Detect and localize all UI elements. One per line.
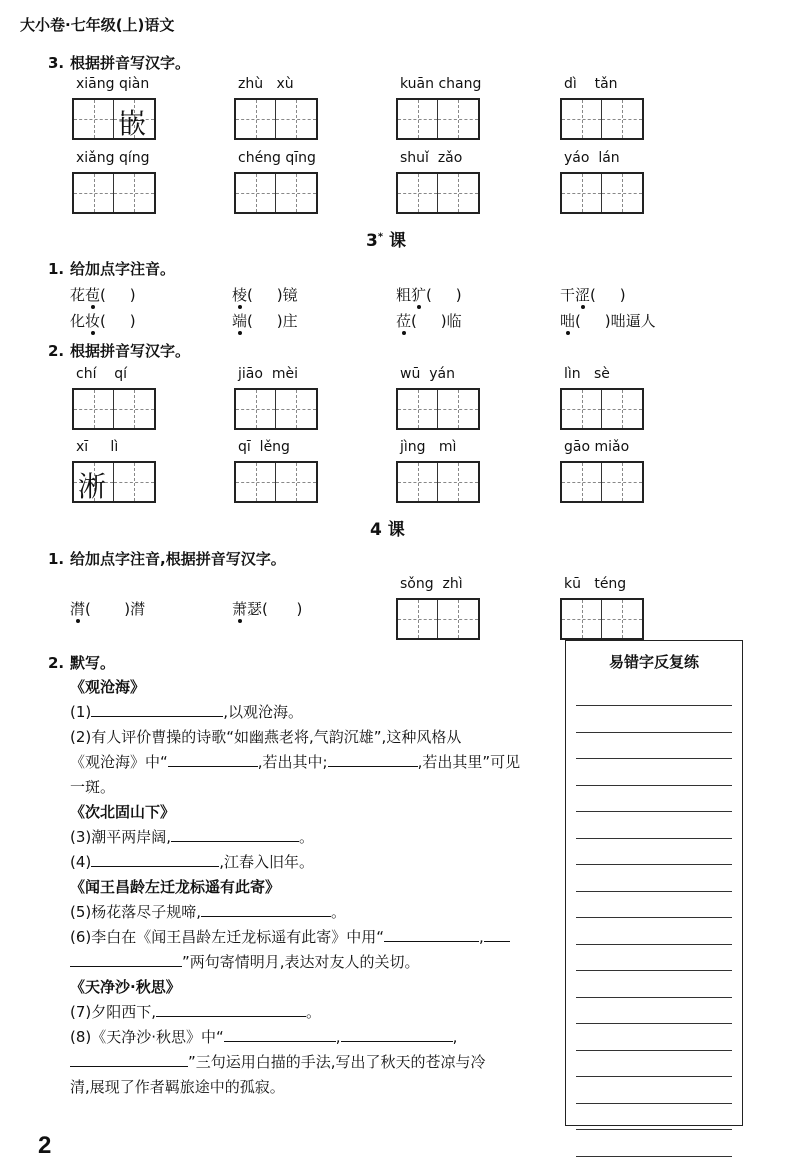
grid-cell[interactable] [398, 390, 438, 428]
pinyin-label: sǒng zhì [400, 576, 463, 592]
grid-cell[interactable] [74, 463, 114, 501]
zhuyin-item: 干涩( ) [560, 286, 626, 304]
pinyin-label: chí qí [76, 366, 128, 382]
grid-cell[interactable] [602, 390, 642, 428]
dotted-char: 涩 [575, 286, 591, 304]
zhuyin-item: 潸( )潸 [70, 600, 146, 618]
pinyin-label: wū yán [400, 366, 455, 382]
writing-grid[interactable] [72, 98, 156, 140]
practice-line[interactable] [576, 838, 732, 839]
pinyin-label: chéng qīng [238, 150, 316, 166]
writing-grid[interactable] [560, 461, 644, 503]
question-text: 给加点字注音,根据拼音写汉字。 [70, 550, 286, 568]
practice-line[interactable] [576, 1050, 732, 1051]
zhuyin-item: 端( )庄 [232, 312, 298, 330]
answer-bracket[interactable]: ( ) [247, 286, 283, 304]
dictation-line: 清,展现了作者羁旅途中的孤寂。 [70, 1078, 285, 1096]
dictation-line: ”两句寄情明月,表达对友人的关切。 [70, 950, 570, 975]
zhuyin-item: 棱( )镜 [232, 286, 298, 304]
question-text: 给加点字注音。 [70, 260, 176, 278]
pinyin-label: xiāng qiàn [76, 76, 150, 92]
zhuyin-item: 花苞( ) [70, 286, 136, 304]
grid-cell[interactable] [562, 100, 602, 138]
grid-cell[interactable] [74, 390, 114, 428]
writing-grid[interactable] [396, 461, 480, 503]
page-number: 2 [38, 1132, 52, 1159]
grid-cell[interactable] [398, 174, 438, 212]
zhuyin-item: 化妆( ) [70, 312, 136, 330]
writing-grid[interactable] [560, 172, 644, 214]
answer-bracket[interactable]: ( ) [590, 286, 626, 304]
writing-grid[interactable] [396, 598, 480, 640]
dotted-char: 咄 [560, 312, 576, 330]
practice-line[interactable] [576, 1023, 732, 1024]
grid-cell[interactable] [438, 600, 478, 638]
dictation-line: (7)夕阳西下, 。 [70, 1000, 570, 1025]
grid-cell[interactable] [276, 390, 316, 428]
practice-box [565, 640, 743, 1126]
pinyin-label: jiāo mèi [238, 366, 298, 382]
writing-grid[interactable] [396, 388, 480, 430]
grid-cell[interactable] [276, 100, 316, 138]
grid-cell[interactable] [74, 174, 114, 212]
lesson-heading [370, 515, 405, 540]
answer-blank[interactable] [328, 750, 418, 767]
practice-line[interactable] [576, 1076, 732, 1077]
pinyin-label: xiǎng qíng [76, 150, 150, 166]
grid-cell[interactable] [114, 463, 154, 501]
practice-line[interactable] [576, 944, 732, 945]
answer-blank[interactable] [384, 925, 479, 942]
practice-line[interactable] [576, 917, 732, 918]
answer-bracket[interactable]: 瑟( ) [247, 600, 303, 618]
writing-grid[interactable] [234, 98, 318, 140]
pinyin-label: yáo lán [564, 150, 620, 166]
dotted-char: 犷 [411, 286, 427, 304]
question-title [48, 340, 190, 361]
practice-line[interactable] [576, 1156, 732, 1157]
zhuyin-item: 粗犷( ) [396, 286, 462, 304]
question-number: 1. [48, 550, 65, 568]
writing-grid[interactable] [560, 598, 644, 640]
dotted-char: 妆 [85, 312, 101, 330]
writing-grid[interactable] [396, 172, 480, 214]
answer-blank[interactable] [70, 1050, 188, 1067]
question-number: 2. [48, 654, 65, 672]
grid-cell[interactable] [562, 390, 602, 428]
answer-blank[interactable] [341, 1025, 453, 1042]
answer-bracket[interactable]: ( ) [411, 312, 447, 330]
answer-blank[interactable] [484, 925, 510, 942]
grid-cell[interactable] [398, 463, 438, 501]
pinyin-label: kū téng [564, 576, 627, 592]
grid-cell[interactable] [562, 174, 602, 212]
writing-grid[interactable] [560, 98, 644, 140]
poem-title: 《天净沙·秋思》 [70, 978, 181, 996]
dictation-line: (8)《天净沙·秋思》中“ , , [70, 1025, 570, 1050]
grid-cell[interactable] [398, 100, 438, 138]
lesson-label: 课 [387, 520, 405, 540]
question-number: 3. [48, 54, 65, 72]
grid-cell[interactable] [114, 100, 154, 138]
answer-blank[interactable] [171, 825, 299, 842]
practice-line[interactable] [576, 1129, 732, 1130]
practice-line[interactable] [576, 970, 732, 971]
answer-blank[interactable] [91, 700, 223, 717]
lesson-number: 4 [370, 520, 382, 540]
question-title [48, 548, 286, 569]
answer-blank[interactable] [201, 900, 331, 917]
practice-line[interactable] [576, 705, 732, 706]
answer-bracket[interactable]: ( ) [426, 286, 462, 304]
grid-cell[interactable] [74, 100, 114, 138]
grid-cell[interactable] [438, 174, 478, 212]
practice-line[interactable] [576, 1103, 732, 1104]
zhuyin-item: 莅( )临 [396, 312, 462, 330]
question-text: 根据拼音写汉字。 [70, 342, 191, 360]
pinyin-label: kuān chang [400, 76, 482, 92]
grid-cell[interactable] [562, 463, 602, 501]
grid-cell[interactable] [562, 600, 602, 638]
lesson-label: 课 [389, 231, 406, 251]
grid-cell[interactable] [602, 100, 642, 138]
dictation-line: (2)有人评价曹操的诗歌“如幽燕老将,气韵沉雄”,这种风格从 [70, 728, 462, 746]
question-number: 2. [48, 342, 65, 360]
answer-blank[interactable] [224, 1025, 336, 1042]
question-title [48, 652, 115, 673]
answer-blank[interactable] [91, 850, 219, 867]
practice-line[interactable] [576, 864, 732, 865]
zhuyin-item [232, 598, 302, 619]
practice-line[interactable] [576, 811, 732, 812]
dotted-char: 棱 [232, 286, 248, 304]
question-text: 根据拼音写汉字。 [70, 54, 191, 72]
practice-line[interactable] [576, 785, 732, 786]
pinyin-label: shuǐ zǎo [400, 150, 463, 166]
writing-grid[interactable] [396, 98, 480, 140]
question-number: 1. [48, 260, 65, 278]
page-header: 大小卷·七年级(上)语文 [20, 16, 175, 34]
pinyin-label: qī lěng [238, 439, 290, 455]
answer-blank[interactable] [168, 750, 258, 767]
dictation-line: (1) ,以观沧海。 [70, 700, 570, 725]
question-title [48, 258, 175, 279]
zhuyin-item: 咄( )咄逼人 [560, 312, 656, 330]
grid-cell[interactable] [236, 100, 276, 138]
answer-bracket[interactable]: ( ) [100, 312, 136, 330]
dotted-char: 苞 [85, 286, 101, 304]
question-text: 默写。 [70, 654, 116, 672]
writing-grid[interactable] [72, 388, 156, 430]
dictation-line: 一斑。 [70, 778, 116, 796]
pinyin-label: xī lì [76, 439, 119, 455]
grid-cell[interactable] [602, 600, 642, 638]
writing-grid[interactable] [234, 172, 318, 214]
pinyin-label: lìn sè [564, 366, 610, 382]
writing-grid[interactable] [72, 172, 156, 214]
pinyin-label: zhù xù [238, 76, 294, 92]
grid-cell[interactable] [236, 390, 276, 428]
pinyin-label: dì tǎn [564, 76, 618, 92]
grid-cell[interactable] [276, 463, 316, 501]
practice-line[interactable] [576, 732, 732, 733]
grid-cell[interactable] [114, 390, 154, 428]
pinyin-label: jìng mì [400, 439, 457, 455]
question-title [48, 52, 190, 73]
lesson-heading [366, 226, 406, 251]
dictation-line: (5)杨花落尽子规啼, 。 [70, 900, 570, 925]
grid-cell[interactable] [438, 390, 478, 428]
dictation-block [70, 675, 570, 1100]
practice-line[interactable] [576, 997, 732, 998]
dictation-line: 《观沧海》中“ ,若出其中; ,若出其里”可见 [70, 750, 570, 775]
dotted-char: 端 [232, 312, 248, 330]
answer-bracket[interactable]: ( ) [247, 312, 283, 330]
grid-cell[interactable] [602, 174, 642, 212]
lesson-mark: * [377, 231, 384, 243]
writing-grid[interactable] [234, 388, 318, 430]
grid-cell[interactable] [236, 174, 276, 212]
practice-line[interactable] [576, 891, 732, 892]
grid-cell[interactable] [276, 174, 316, 212]
dictation-line: (3)潮平两岸阔, 。 [70, 825, 570, 850]
poem-title: 《次北固山下》 [70, 803, 176, 821]
writing-grid[interactable] [234, 461, 318, 503]
poem-title: 《观沧海》 [70, 678, 146, 696]
dotted-char: 潸 [70, 600, 86, 618]
grid-cell[interactable] [438, 100, 478, 138]
answer-bracket[interactable]: ( ) [575, 312, 611, 330]
writing-grid[interactable] [72, 461, 156, 503]
grid-cell[interactable] [602, 463, 642, 501]
dotted-char: 莅 [396, 312, 412, 330]
poem-title: 《闻王昌龄左迁龙标遥有此寄》 [70, 878, 281, 896]
grid-cell[interactable] [398, 600, 438, 638]
handwritten-hint: 嵌 [118, 107, 147, 140]
answer-blank[interactable] [156, 1000, 306, 1017]
lesson-number: 3 [366, 231, 378, 251]
dictation-line: (4) ,江春入旧年。 [70, 850, 570, 875]
dotted-char: 萧 [232, 600, 248, 618]
dictation-line: (6)李白在《闻王昌龄左迁龙标遥有此寄》中用“ , [70, 925, 570, 950]
answer-bracket[interactable]: ( ) [85, 600, 131, 618]
practice-box-title: 易错字反复练 [608, 653, 699, 671]
grid-cell[interactable] [438, 463, 478, 501]
handwritten-hint: 淅 [78, 470, 107, 503]
answer-blank[interactable] [70, 950, 182, 967]
pinyin-label: gāo miǎo [564, 439, 630, 455]
grid-cell[interactable] [236, 463, 276, 501]
writing-grid[interactable] [560, 388, 644, 430]
dictation-line: ”三句运用白描的手法,写出了秋天的苍凉与冷 [70, 1050, 570, 1075]
answer-bracket[interactable]: ( ) [100, 286, 136, 304]
practice-line[interactable] [576, 758, 732, 759]
grid-cell[interactable] [114, 174, 154, 212]
